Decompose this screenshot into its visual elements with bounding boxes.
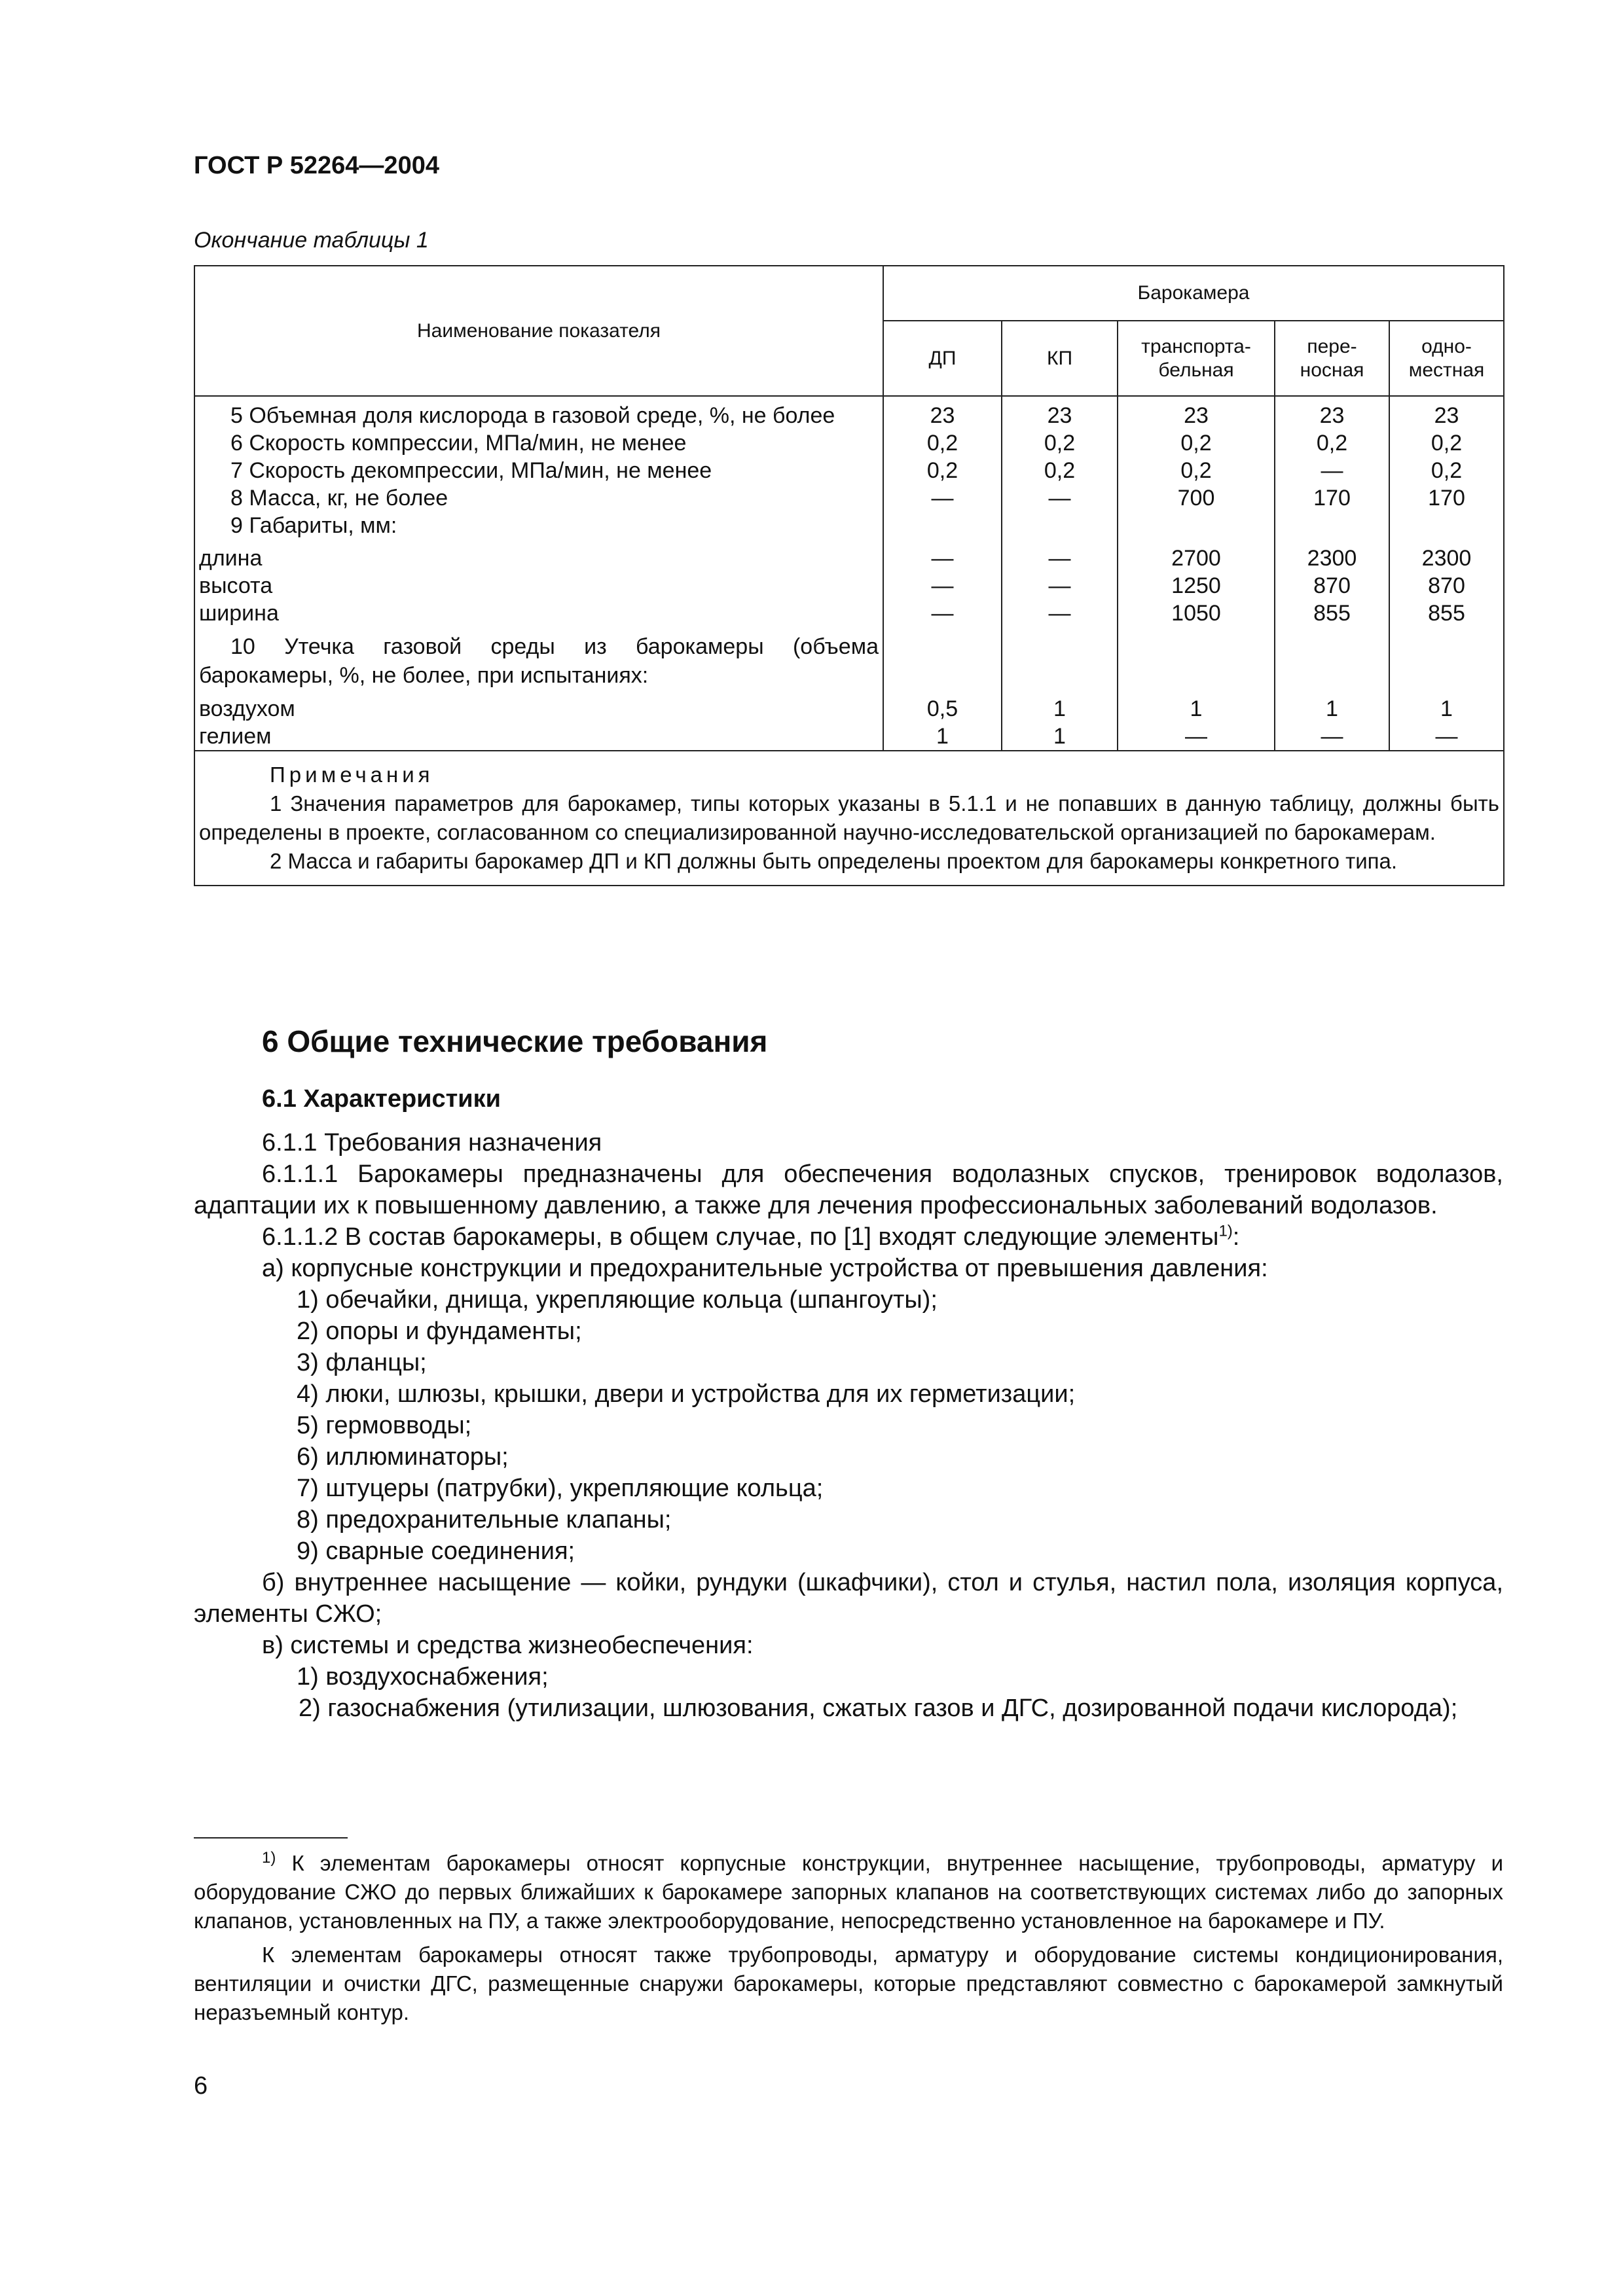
list-item: б) внутреннее насыщение — койки, рундуки (шкафчики), стол и стулья, настил пола, изоляция корпуса, элементы СЖО; — [194, 1569, 1503, 1628]
table-notes — [194, 751, 1504, 886]
cell: 0,2 — [1389, 457, 1504, 484]
cell: — — [883, 545, 1002, 572]
cell: — — [1118, 723, 1275, 751]
footnote — [194, 1849, 1503, 1935]
cell: 1250 — [1118, 572, 1275, 600]
cell: 1 — [1118, 695, 1275, 723]
table-caption: Окончание таблицы 1 — [194, 228, 429, 253]
header-name-col: Наименование показателя — [194, 266, 883, 396]
list-item: 3) фланцы; — [297, 1349, 427, 1376]
cell: — — [1002, 572, 1118, 600]
page-number: 6 — [194, 2072, 208, 2100]
cell: 0,2 — [1002, 429, 1118, 457]
table-row — [194, 572, 1504, 600]
table-row — [194, 632, 1504, 695]
table-row — [194, 396, 1504, 429]
row-label — [194, 632, 883, 695]
cell: 170 — [1275, 484, 1389, 512]
list-item: 1) обечайки, днища, укрепляющие кольца (шпангоуты); — [297, 1286, 938, 1314]
cell: 2300 — [1275, 545, 1389, 572]
cell: 870 — [1275, 572, 1389, 600]
table-row — [194, 695, 1504, 723]
paragraph — [194, 1221, 1503, 1253]
list-item: 9) сварные соединения; — [297, 1537, 575, 1565]
table-row — [194, 723, 1504, 751]
footnote-ref: 1) — [1218, 1222, 1233, 1240]
cell: 2700 — [1118, 545, 1275, 572]
cell: 1 — [883, 723, 1002, 751]
cell: 0,5 — [883, 695, 1002, 723]
row-label: гелием — [194, 723, 883, 751]
table-row — [194, 512, 1504, 545]
table-row — [194, 457, 1504, 484]
document-header: ГОСТ Р 52264—2004 — [194, 152, 439, 179]
list-item: 2) опоры и фундаменты; — [297, 1318, 582, 1345]
cell: — — [883, 600, 1002, 632]
table-row — [194, 545, 1504, 572]
row-label: 9 Габариты, мм: — [194, 512, 883, 545]
cell: 170 — [1389, 484, 1504, 512]
cell: 0,2 — [1118, 457, 1275, 484]
footnote-mark: 1) — [262, 1849, 276, 1867]
row-label: 8 Масса, кг, не более — [194, 484, 883, 512]
cell: 855 — [1275, 600, 1389, 632]
list-item: 6) иллюминаторы; — [297, 1443, 509, 1471]
header-col-kp: КП — [1002, 321, 1118, 396]
specs-table — [194, 265, 1504, 886]
cell: 0,2 — [1002, 457, 1118, 484]
cell: 0,2 — [883, 457, 1002, 484]
table-row — [194, 484, 1504, 512]
notes-title: Примечания — [270, 762, 434, 787]
row-label-text: 10 Утечка газовой среды из барокамеры (объема барокамеры, %, не более, при испытаниях: — [199, 634, 879, 688]
cell: — — [1002, 600, 1118, 632]
row-label: высота — [194, 572, 883, 600]
footnotes — [194, 1849, 1503, 2027]
paragraph: 6.1.1.1 Барокамеры предназначены для обеспечения водолазных спусков, тренировок водолазов, адаптации их к повышенному давлению, а также для лечения профессиональных заболеваний водолазов. — [194, 1160, 1503, 1219]
list-item: 7) штуцеры (патрубки), укрепляющие кольца; — [297, 1475, 824, 1502]
cell: 1 — [1389, 695, 1504, 723]
section-body — [194, 1127, 1503, 1724]
list-item: в) системы и средства жизнеобеспечения: — [262, 1632, 754, 1659]
row-label: воздухом — [194, 695, 883, 723]
cell: — — [1389, 723, 1504, 751]
list-item: 8) предохранительные клапаны; — [297, 1506, 672, 1534]
cell: — — [1002, 484, 1118, 512]
table-row — [194, 429, 1504, 457]
cell: 1 — [1275, 695, 1389, 723]
list-item: 2) газоснабжения (утилизации, шлюзования, сжатых газов и ДГС, дозированной подачи кислорода); — [299, 1695, 1458, 1722]
cell: 1 — [1002, 695, 1118, 723]
cell: 0,2 — [1118, 429, 1275, 457]
header-col-single: одно- местная — [1389, 321, 1504, 396]
cell: 0,2 — [1389, 429, 1504, 457]
row-label: ширина — [194, 600, 883, 632]
list-item: 1) воздухоснабжения; — [297, 1663, 549, 1691]
cell: 23 — [1002, 396, 1118, 429]
paragraph-tail: : — [1232, 1223, 1240, 1251]
list-item: 4) люки, шлюзы, крышки, двери и устройства для их герметизации; — [297, 1380, 1076, 1408]
row-label: 7 Скорость декомпрессии, МПа/мин, не менее — [194, 457, 883, 484]
section-title: 6 Общие технические требования — [262, 1024, 768, 1058]
cell: — — [883, 484, 1002, 512]
header-col-transport: транспорта- бельная — [1118, 321, 1275, 396]
cell: — — [1002, 545, 1118, 572]
footnote-text: К элементам барокамеры относят корпусные конструкции, внутреннее насыщение, трубопроводы, арматуру и оборудование СЖО до первых ближайших к барокамере запорных клапанов на соответствующих системах либо до запорных клапанов, установленных на ПУ, а также электрооборудование, непосредственно установленное на барокамере и ПУ. — [194, 1851, 1503, 1933]
cell: 1 — [1002, 723, 1118, 751]
header-col-dp: ДП — [883, 321, 1002, 396]
header-col-portable: пере- носная — [1275, 321, 1389, 396]
cell: — — [1275, 457, 1389, 484]
cell: 23 — [1118, 396, 1275, 429]
row-label: 6 Скорость компрессии, МПа/мин, не менее — [194, 429, 883, 457]
header-group: Барокамера — [883, 266, 1504, 321]
paragraph-text: 6.1.1.2 В состав барокамеры, в общем случае, по [1] входят следующие элементы — [262, 1223, 1219, 1251]
row-label: длина — [194, 545, 883, 572]
footnote-divider — [194, 1837, 348, 1839]
cell: 2300 — [1389, 545, 1504, 572]
list-item: 5) гермовводы; — [297, 1412, 472, 1439]
list-item: а) корпусные конструкции и предохранительные устройства от превышения давления: — [262, 1255, 1268, 1282]
cell: 0,2 — [1275, 429, 1389, 457]
footnote: К элементам барокамеры относят также трубопроводы, арматуру и оборудование системы кондиционирования, вентиляции и очистки ДГС, размещенные снаружи барокамеры, которые представляют совместно с барокамерой замкнутый неразъемный контур. — [194, 1943, 1503, 2024]
cell: — — [1275, 723, 1389, 751]
cell: 855 — [1389, 600, 1504, 632]
paragraph: 6.1.1 Требования назначения — [262, 1129, 602, 1157]
subsection-title: 6.1 Характеристики — [262, 1085, 501, 1113]
cell: — — [883, 572, 1002, 600]
cell: 700 — [1118, 484, 1275, 512]
note-2: 2 Масса и габариты барокамер ДП и КП должны быть определены проектом для барокамеры конкретного типа. — [270, 849, 1398, 873]
cell: 0,2 — [883, 429, 1002, 457]
row-label: 5 Объемная доля кислорода в газовой среде, %, не более — [194, 396, 883, 429]
cell: 23 — [1275, 396, 1389, 429]
note-1: 1 Значения параметров для барокамер, типы которых указаны в 5.1.1 и не попавших в данную таблицу, должны быть определены в проекте, согласованном со специализированной научно-исследовательской организацией по барокамерам. — [199, 791, 1499, 844]
cell: 23 — [883, 396, 1002, 429]
cell: 1050 — [1118, 600, 1275, 632]
table-row — [194, 600, 1504, 632]
cell: 870 — [1389, 572, 1504, 600]
cell: 23 — [1389, 396, 1504, 429]
